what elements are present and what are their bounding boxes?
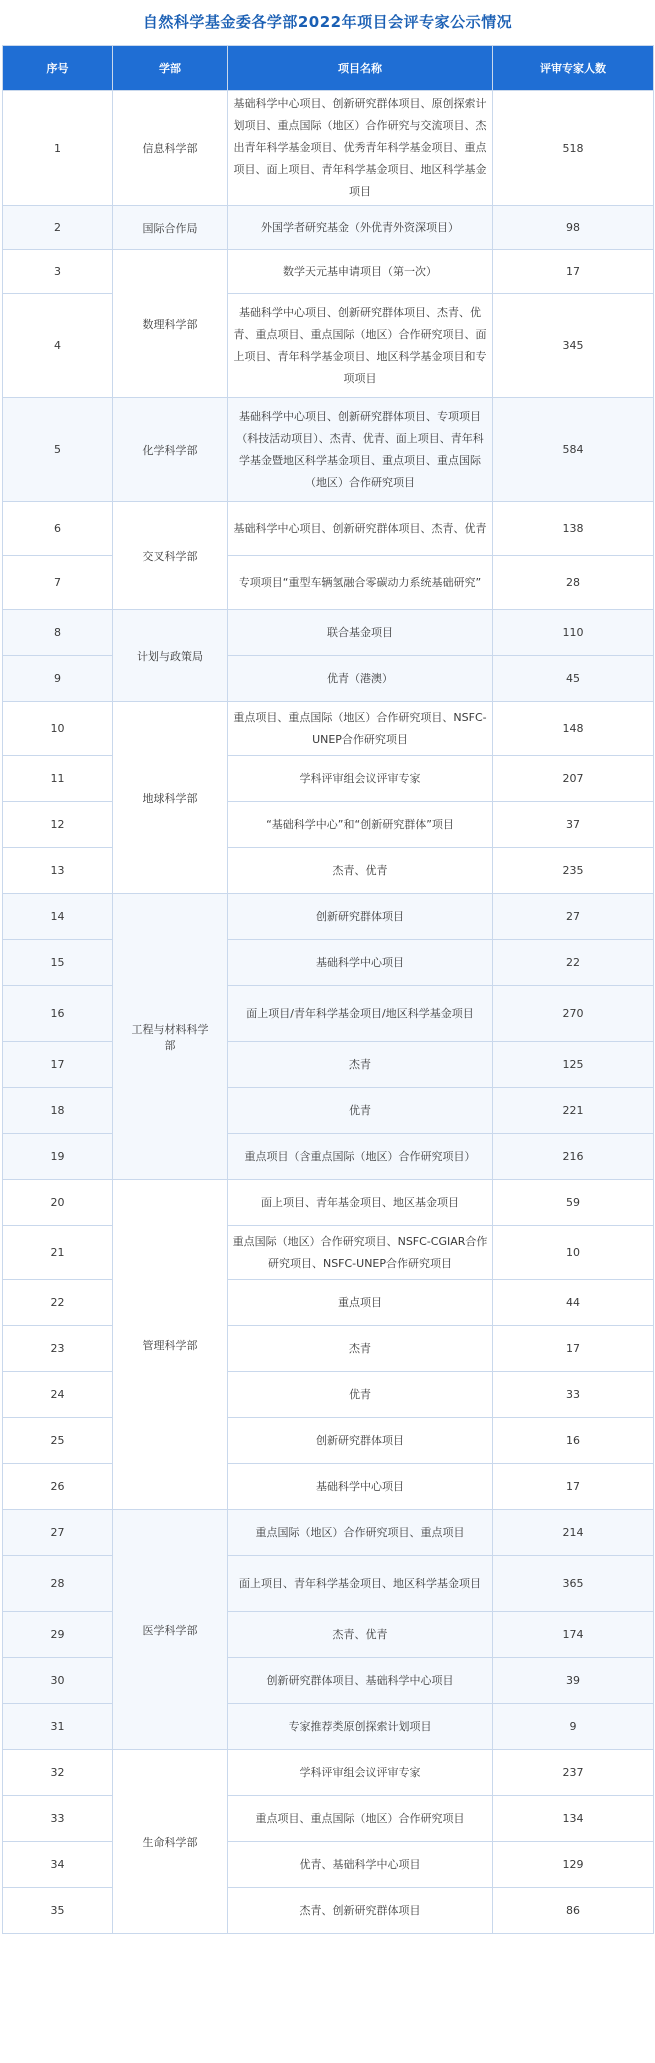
table-row (3, 702, 654, 756)
row-dept: 生命科学部 (113, 1750, 228, 1934)
row-count: 221 (493, 1088, 654, 1134)
row-no: 25 (3, 1418, 113, 1464)
table-row (3, 1372, 654, 1418)
row-count: 33 (493, 1372, 654, 1418)
table-row (3, 1888, 654, 1934)
row-count: 138 (493, 502, 654, 556)
table-row (3, 1326, 654, 1372)
table-row (3, 1750, 654, 1796)
row-count: 59 (493, 1180, 654, 1226)
row-project: 基础科学中心项目、创新研究群体项目、杰青、优青、重点项目、重点国际（地区）合作研究项目、面上项目、青年科学基金项目、地区科学基金项目和专项项目 (228, 294, 493, 398)
table-row (3, 1796, 654, 1842)
table-row (3, 398, 654, 502)
row-project: 联合基金项目 (228, 610, 493, 656)
row-count: 27 (493, 894, 654, 940)
table-row (3, 294, 654, 398)
row-count: 134 (493, 1796, 654, 1842)
row-project: 专项项目“重型车辆氢融合零碳动力系统基础研究” (228, 556, 493, 610)
row-no: 21 (3, 1226, 113, 1280)
row-dept: 信息科学部 (113, 91, 228, 206)
header-count: 评审专家人数 (493, 46, 654, 91)
header-project: 项目名称 (228, 46, 493, 91)
row-no: 34 (3, 1842, 113, 1888)
row-project: 数学天元基申请项目（第一次） (228, 250, 493, 294)
row-no: 22 (3, 1280, 113, 1326)
row-count: 44 (493, 1280, 654, 1326)
table-row (3, 1180, 654, 1226)
row-project: 基础科学中心项目、创新研究群体项目、专项项目（科技活动项目）、杰青、优青、面上项目、青年科学基金暨地区科学基金项目、重点项目、重点国际（地区）合作研究项目 (228, 398, 493, 502)
row-no: 4 (3, 294, 113, 398)
row-no: 26 (3, 1464, 113, 1510)
table-row (3, 1134, 654, 1180)
row-no: 1 (3, 91, 113, 206)
row-project: 杰青 (228, 1042, 493, 1088)
row-count: 9 (493, 1704, 654, 1750)
row-dept: 医学科学部 (113, 1510, 228, 1750)
row-project: 基础科学中心项目 (228, 1464, 493, 1510)
row-project: 优青（港澳） (228, 656, 493, 702)
row-project: 优青、基础科学中心项目 (228, 1842, 493, 1888)
row-no: 29 (3, 1612, 113, 1658)
row-count: 270 (493, 986, 654, 1042)
row-no: 33 (3, 1796, 113, 1842)
row-project: 基础科学中心项目、创新研究群体项目、原创探索计划项目、重点国际（地区）合作研究与交流项目、杰出青年科学基金项目、优秀青年科学基金项目、重点项目、面上项目、青年科学基金项目、地区科学基金项目 (228, 91, 493, 206)
row-project: 基础科学中心项目、创新研究群体项目、杰青、优青 (228, 502, 493, 556)
row-no: 27 (3, 1510, 113, 1556)
table-header-row (3, 46, 654, 91)
row-count: 125 (493, 1042, 654, 1088)
row-project: 优青 (228, 1088, 493, 1134)
row-count: 174 (493, 1612, 654, 1658)
table-row (3, 1226, 654, 1280)
row-project: 创新研究群体项目 (228, 894, 493, 940)
table-row (3, 1612, 654, 1658)
header-dept: 学部 (113, 46, 228, 91)
row-count: 214 (493, 1510, 654, 1556)
row-project: 重点项目、重点国际（地区）合作研究项目、NSFC-UNEP合作研究项目 (228, 702, 493, 756)
row-project: 杰青 (228, 1326, 493, 1372)
row-no: 10 (3, 702, 113, 756)
row-count: 129 (493, 1842, 654, 1888)
row-dept: 数理科学部 (113, 250, 228, 398)
row-project: 基础科学中心项目 (228, 940, 493, 986)
table-row (3, 502, 654, 556)
table-row (3, 1658, 654, 1704)
row-project: 学科评审组会议评审专家 (228, 1750, 493, 1796)
row-no: 7 (3, 556, 113, 610)
table-row (3, 940, 654, 986)
row-no: 5 (3, 398, 113, 502)
row-project: 重点项目（含重点国际（地区）合作研究项目） (228, 1134, 493, 1180)
row-project: 杰青、优青 (228, 848, 493, 894)
row-count: 10 (493, 1226, 654, 1280)
row-dept: 化学科学部 (113, 398, 228, 502)
row-project: 重点国际（地区）合作研究项目、NSFC-CGIAR合作研究项目、NSFC-UNEP合作研究项目 (228, 1226, 493, 1280)
row-count: 39 (493, 1658, 654, 1704)
row-project: 杰青、创新研究群体项目 (228, 1888, 493, 1934)
row-count: 86 (493, 1888, 654, 1934)
row-count: 365 (493, 1556, 654, 1612)
row-count: 17 (493, 250, 654, 294)
row-project: 外国学者研究基金（外优青外资深项目） (228, 206, 493, 250)
row-count: 207 (493, 756, 654, 802)
row-project: 面上项目、青年科学基金项目、地区科学基金项目 (228, 1556, 493, 1612)
row-project: “基础科学中心”和“创新研究群体”项目 (228, 802, 493, 848)
row-no: 30 (3, 1658, 113, 1704)
row-no: 8 (3, 610, 113, 656)
row-dept: 计划与政策局 (113, 610, 228, 702)
row-no: 35 (3, 1888, 113, 1934)
row-count: 148 (493, 702, 654, 756)
row-no: 3 (3, 250, 113, 294)
row-no: 9 (3, 656, 113, 702)
table-row (3, 250, 654, 294)
row-no: 15 (3, 940, 113, 986)
row-no: 11 (3, 756, 113, 802)
row-count: 37 (493, 802, 654, 848)
row-project: 创新研究群体项目 (228, 1418, 493, 1464)
row-no: 32 (3, 1750, 113, 1796)
row-dept: 国际合作局 (113, 206, 228, 250)
table-row (3, 1556, 654, 1612)
table-row (3, 1280, 654, 1326)
expert-table (2, 45, 654, 1934)
page-title: 自然科学基金委各学部2022年项目会评专家公示情况 (142, 13, 513, 31)
row-project: 重点项目 (228, 1280, 493, 1326)
table-row (3, 1418, 654, 1464)
table-row (3, 1088, 654, 1134)
row-count: 17 (493, 1326, 654, 1372)
table-row (3, 894, 654, 940)
row-count: 518 (493, 91, 654, 206)
row-no: 2 (3, 206, 113, 250)
row-no: 31 (3, 1704, 113, 1750)
row-count: 98 (493, 206, 654, 250)
table-row (3, 656, 654, 702)
table-row (3, 1510, 654, 1556)
row-no: 24 (3, 1372, 113, 1418)
row-no: 23 (3, 1326, 113, 1372)
row-project: 学科评审组会议评审专家 (228, 756, 493, 802)
row-no: 20 (3, 1180, 113, 1226)
table-row (3, 91, 654, 206)
table-body (3, 91, 654, 1934)
table-row (3, 1042, 654, 1088)
table-row (3, 848, 654, 894)
row-count: 16 (493, 1418, 654, 1464)
row-count: 110 (493, 610, 654, 656)
row-no: 28 (3, 1556, 113, 1612)
table-row (3, 556, 654, 610)
table-row (3, 986, 654, 1042)
row-count: 28 (493, 556, 654, 610)
row-no: 13 (3, 848, 113, 894)
row-count: 237 (493, 1750, 654, 1796)
row-no: 18 (3, 1088, 113, 1134)
table-row (3, 1464, 654, 1510)
header-no: 序号 (3, 46, 113, 91)
row-count: 17 (493, 1464, 654, 1510)
row-dept: 地球科学部 (113, 702, 228, 894)
row-dept: 管理科学部 (113, 1180, 228, 1510)
row-count: 45 (493, 656, 654, 702)
row-dept: 工程与材料科学部 (113, 894, 228, 1180)
table-row (3, 1842, 654, 1888)
table-row (3, 206, 654, 250)
row-project: 优青 (228, 1372, 493, 1418)
table-row (3, 756, 654, 802)
row-no: 16 (3, 986, 113, 1042)
row-count: 345 (493, 294, 654, 398)
table-row (3, 1704, 654, 1750)
row-no: 12 (3, 802, 113, 848)
row-count: 235 (493, 848, 654, 894)
row-no: 6 (3, 502, 113, 556)
table-row (3, 610, 654, 656)
row-count: 584 (493, 398, 654, 502)
row-no: 17 (3, 1042, 113, 1088)
row-project: 专家推荐类原创探索计划项目 (228, 1704, 493, 1750)
row-project: 杰青、优青 (228, 1612, 493, 1658)
row-no: 19 (3, 1134, 113, 1180)
row-project: 面上项目、青年基金项目、地区基金项目 (228, 1180, 493, 1226)
row-dept: 交叉科学部 (113, 502, 228, 610)
row-count: 216 (493, 1134, 654, 1180)
row-project: 创新研究群体项目、基础科学中心项目 (228, 1658, 493, 1704)
row-project: 重点项目、重点国际（地区）合作研究项目 (228, 1796, 493, 1842)
row-count: 22 (493, 940, 654, 986)
row-project: 重点国际（地区）合作研究项目、重点项目 (228, 1510, 493, 1556)
row-project: 面上项目/青年科学基金项目/地区科学基金项目 (228, 986, 493, 1042)
row-no: 14 (3, 894, 113, 940)
table-row (3, 802, 654, 848)
